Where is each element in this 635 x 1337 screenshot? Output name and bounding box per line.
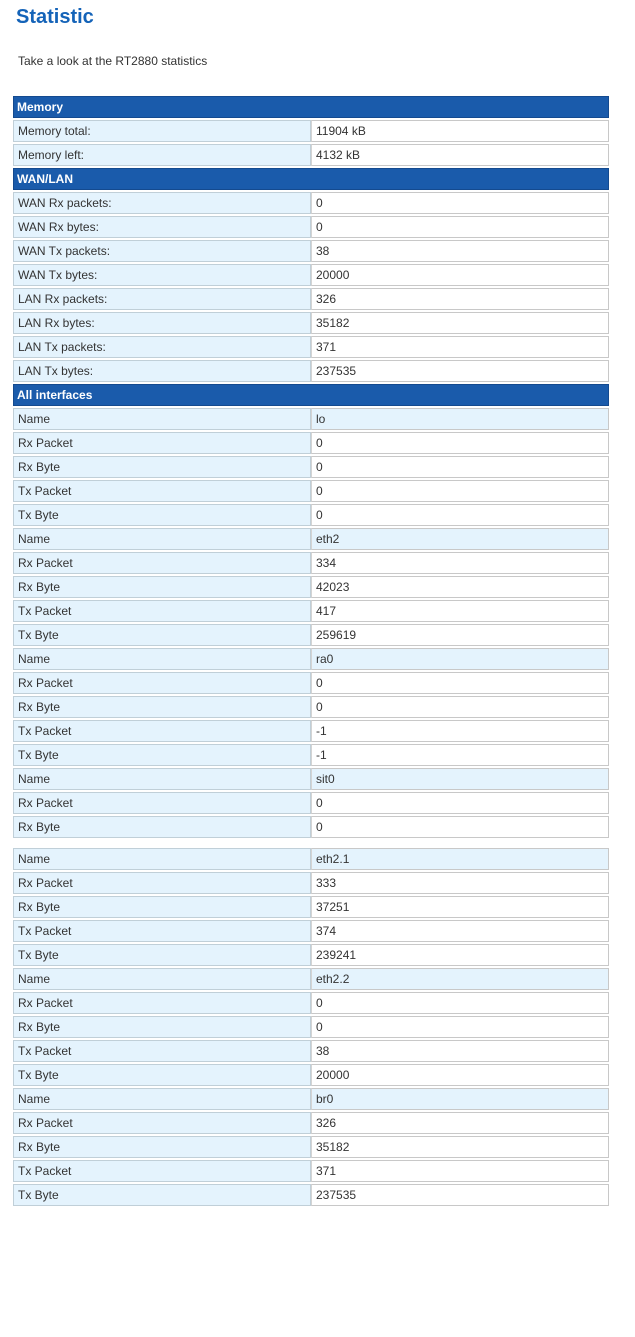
- stat-label: Tx Byte: [13, 744, 311, 766]
- stat-value: 239241: [311, 944, 609, 966]
- wanlan-row: [13, 264, 609, 286]
- stat-value: 0: [311, 456, 609, 478]
- interface-row: [13, 480, 609, 502]
- stat-value: 417: [311, 600, 609, 622]
- stat-value: 0: [311, 696, 609, 718]
- stat-label: Memory total:: [13, 120, 311, 142]
- stat-label: Tx Packet: [13, 720, 311, 742]
- stat-label: Name: [13, 968, 311, 990]
- stat-label: Rx Byte: [13, 816, 311, 838]
- stat-label: Tx Packet: [13, 920, 311, 942]
- interface-row: [13, 896, 609, 918]
- stat-label: LAN Tx bytes:: [13, 360, 311, 382]
- stat-value: 326: [311, 288, 609, 310]
- stat-value: 259619: [311, 624, 609, 646]
- interface-row: [13, 504, 609, 526]
- stat-label: Rx Packet: [13, 552, 311, 574]
- stat-value: 0: [311, 672, 609, 694]
- interface-name-row: [13, 528, 609, 550]
- section-title-wanlan: WAN/LAN: [13, 168, 609, 190]
- interface-row: [13, 1184, 609, 1206]
- row-gap-cell: [13, 840, 609, 846]
- interface-row: [13, 872, 609, 894]
- interface-name-row: [13, 648, 609, 670]
- stat-label: Tx Packet: [13, 1160, 311, 1182]
- interface-row: [13, 1016, 609, 1038]
- stat-value: 20000: [311, 264, 609, 286]
- statistics-table: [13, 94, 609, 1208]
- stat-value: 38: [311, 240, 609, 262]
- section-header-memory: [13, 96, 609, 118]
- stat-label: Tx Byte: [13, 1064, 311, 1086]
- stat-value: 11904 kB: [311, 120, 609, 142]
- stat-label: Tx Byte: [13, 504, 311, 526]
- stat-label: Name: [13, 648, 311, 670]
- stat-value: 4132 kB: [311, 144, 609, 166]
- stat-value: 0: [311, 432, 609, 454]
- stat-value: 0: [311, 192, 609, 214]
- interface-row: [13, 600, 609, 622]
- wanlan-row: [13, 336, 609, 358]
- stat-label: LAN Rx bytes:: [13, 312, 311, 334]
- stat-value: -1: [311, 744, 609, 766]
- stat-value: 237535: [311, 1184, 609, 1206]
- interface-name-row: [13, 408, 609, 430]
- stat-value: 42023: [311, 576, 609, 598]
- wanlan-row: [13, 360, 609, 382]
- stat-label: Rx Packet: [13, 992, 311, 1014]
- page-description: Take a look at the RT2880 statistics: [18, 54, 208, 68]
- stat-label: LAN Tx packets:: [13, 336, 311, 358]
- stat-label: WAN Rx packets:: [13, 192, 311, 214]
- stat-label: Rx Packet: [13, 792, 311, 814]
- interface-name-row: [13, 768, 609, 790]
- stat-value: 237535: [311, 360, 609, 382]
- interface-row: [13, 552, 609, 574]
- stat-value: 334: [311, 552, 609, 574]
- interface-row: [13, 944, 609, 966]
- section-header-wanlan: [13, 168, 609, 190]
- stat-value: 371: [311, 336, 609, 358]
- interface-name-row: [13, 968, 609, 990]
- stat-label: Name: [13, 768, 311, 790]
- stat-value: 0: [311, 992, 609, 1014]
- memory-row-left: [13, 144, 609, 166]
- stat-label: Rx Packet: [13, 432, 311, 454]
- interface-name-value: eth2: [311, 528, 609, 550]
- stat-value: 371: [311, 1160, 609, 1182]
- stat-label: Rx Byte: [13, 696, 311, 718]
- interface-name-value: ra0: [311, 648, 609, 670]
- stat-label: Tx Packet: [13, 480, 311, 502]
- stat-label: Name: [13, 528, 311, 550]
- stat-label: Rx Byte: [13, 576, 311, 598]
- stat-value: 38: [311, 1040, 609, 1062]
- stat-value: 35182: [311, 1136, 609, 1158]
- wanlan-row: [13, 192, 609, 214]
- wanlan-row: [13, 312, 609, 334]
- stat-label: Rx Packet: [13, 1112, 311, 1134]
- stat-label: Tx Byte: [13, 1184, 311, 1206]
- stat-label: Tx Packet: [13, 600, 311, 622]
- stat-label: Tx Packet: [13, 1040, 311, 1062]
- stat-value: 0: [311, 480, 609, 502]
- stat-value: 0: [311, 1016, 609, 1038]
- stat-label: Rx Packet: [13, 872, 311, 894]
- interface-row: [13, 1112, 609, 1134]
- interface-row: [13, 1136, 609, 1158]
- stat-value: 0: [311, 504, 609, 526]
- stat-value: 35182: [311, 312, 609, 334]
- interface-row: [13, 576, 609, 598]
- interface-row: [13, 792, 609, 814]
- stat-value: 374: [311, 920, 609, 942]
- interface-row: [13, 720, 609, 742]
- wanlan-row: [13, 240, 609, 262]
- row-gap: [13, 840, 609, 846]
- wanlan-row: [13, 288, 609, 310]
- stat-value: 0: [311, 792, 609, 814]
- stat-label: WAN Tx bytes:: [13, 264, 311, 286]
- stat-label: LAN Rx packets:: [13, 288, 311, 310]
- memory-row-total: [13, 120, 609, 142]
- interface-name-value: eth2.2: [311, 968, 609, 990]
- section-title-memory: Memory: [13, 96, 609, 118]
- page-title: Statistic: [16, 6, 94, 28]
- interface-row: [13, 456, 609, 478]
- stat-label: Tx Byte: [13, 944, 311, 966]
- interface-row: [13, 1040, 609, 1062]
- interface-row: [13, 696, 609, 718]
- stat-label: Name: [13, 1088, 311, 1110]
- stat-label: Rx Packet: [13, 672, 311, 694]
- interface-name-value: eth2.1: [311, 848, 609, 870]
- interface-name-row: [13, 848, 609, 870]
- stat-value: -1: [311, 720, 609, 742]
- interface-row: [13, 432, 609, 454]
- stat-label: Name: [13, 408, 311, 430]
- stat-label: WAN Tx packets:: [13, 240, 311, 262]
- stat-value: 0: [311, 216, 609, 238]
- interface-row: [13, 920, 609, 942]
- stat-value: 20000: [311, 1064, 609, 1086]
- interface-name-value: sit0: [311, 768, 609, 790]
- interface-row: [13, 672, 609, 694]
- stat-label: WAN Rx bytes:: [13, 216, 311, 238]
- interface-name-value: br0: [311, 1088, 609, 1110]
- interface-row: [13, 624, 609, 646]
- stat-label: Rx Byte: [13, 456, 311, 478]
- stat-label: Tx Byte: [13, 624, 311, 646]
- section-title-interfaces: All interfaces: [13, 384, 609, 406]
- interface-row: [13, 1064, 609, 1086]
- stat-label: Rx Byte: [13, 1016, 311, 1038]
- interface-row: [13, 1160, 609, 1182]
- section-header-interfaces: [13, 384, 609, 406]
- wanlan-row: [13, 216, 609, 238]
- stat-value: 333: [311, 872, 609, 894]
- stat-label: Memory left:: [13, 144, 311, 166]
- stat-value: 0: [311, 816, 609, 838]
- stat-label: Name: [13, 848, 311, 870]
- interface-row: [13, 816, 609, 838]
- interface-row: [13, 744, 609, 766]
- stat-value: 326: [311, 1112, 609, 1134]
- interface-name-value: lo: [311, 408, 609, 430]
- stat-label: Rx Byte: [13, 896, 311, 918]
- stat-value: 37251: [311, 896, 609, 918]
- interface-row: [13, 992, 609, 1014]
- stat-label: Rx Byte: [13, 1136, 311, 1158]
- interface-name-row: [13, 1088, 609, 1110]
